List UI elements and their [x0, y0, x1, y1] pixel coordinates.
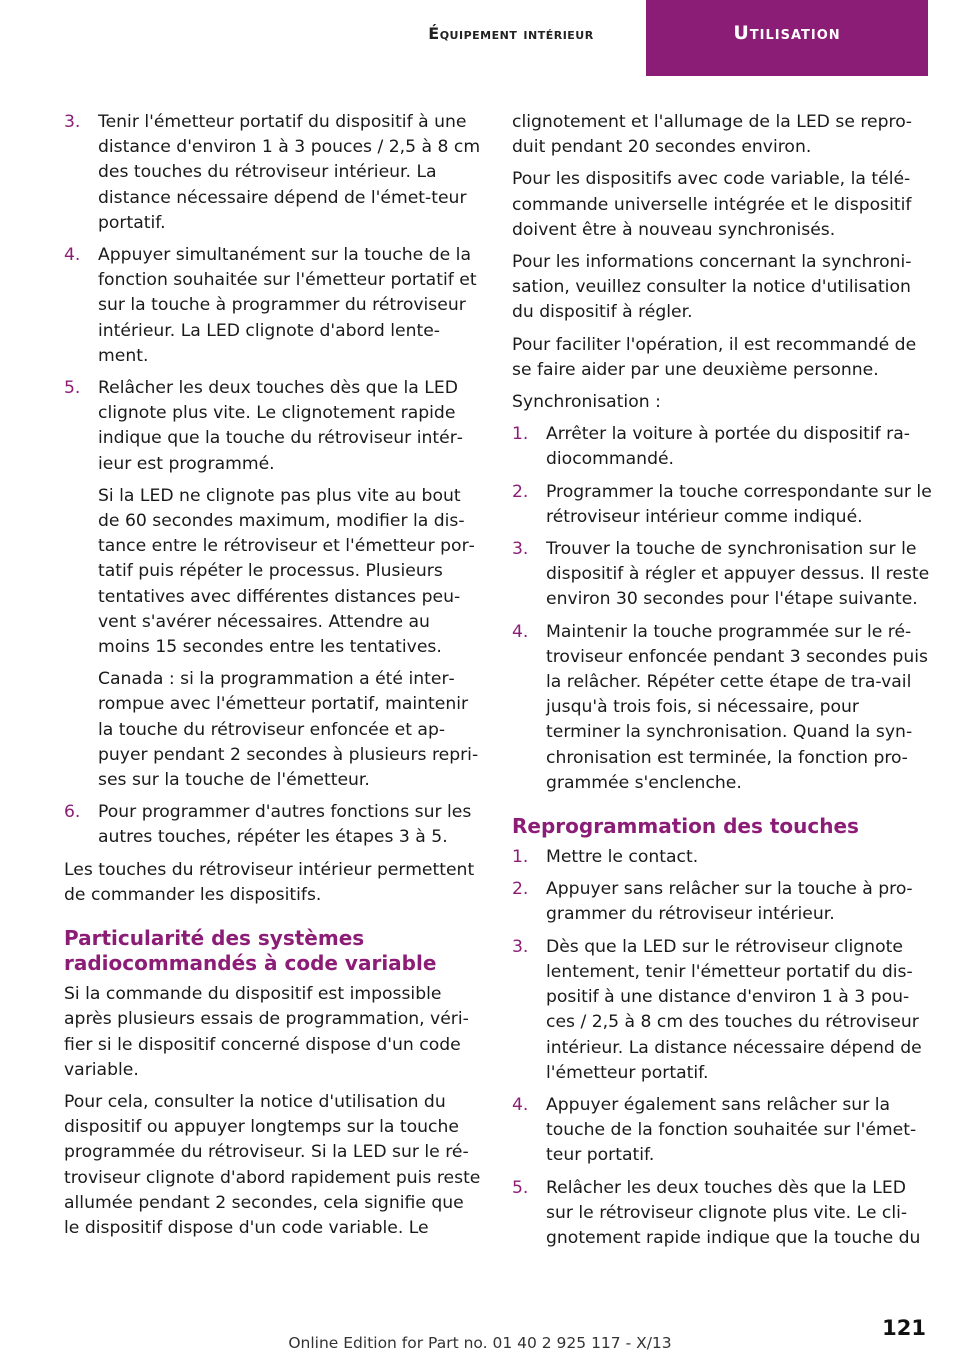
- step-text: Pour programmer d'autres fonctions sur les autres touches, répéter les étapes 3 à 5.: [98, 802, 472, 848]
- step-text: Appuyer également sans relâcher sur la touche de la fonction souhaitée sur l'émet‐teur portatif.: [546, 1094, 917, 1166]
- body-paragraph: clignotement et l'allumage de la LED se repro‐duit pendant 20 secondes environ.: [512, 112, 912, 158]
- body-paragraph: Pour cela, consulter la notice d'utilisation du dispositif ou appuyer longtemps sur la touche programmée du rétroviseur. Si la LED sur le ré‐troviseur clignote d'abord rapidement puis reste allumée pendant 2 secondes, cela signifie que le dispositif dispose d'un code variable. Le: [64, 1091, 481, 1238]
- step-number: 3.: [64, 112, 81, 132]
- list-item: [512, 537, 932, 613]
- step-number: 3.: [512, 936, 529, 957]
- sync-steps: [512, 422, 932, 796]
- section-heading: Reprogrammation des touches: [512, 814, 859, 839]
- step-text: Dès que la LED sur le rétroviseur clignote lentement, tenir l'émetteur portatif du dis‐positif à une distance d'environ 1 à 3 pou‐ces / 2,5 à 8 cm des touches du rétroviseur intérieur. La distance nécessaire dépend de l'émetteur portatif.: [546, 936, 922, 1083]
- list-item: [64, 376, 482, 793]
- page-number: 121: [882, 1316, 926, 1340]
- body-paragraph: Si la commande du dispositif est impossible après plusieurs essais de programmation, véri‐fier si le dispositif concerné dispose d'un code variable.: [64, 984, 469, 1080]
- body-paragraph: Pour faciliter l'opération, il est recommandé de se faire aider par une deuxième personne.: [512, 334, 917, 380]
- step-text: Appuyer simultanément sur la touche de la fonction souhaitée sur l'émetteur portatif et sur la touche à programmer du rétroviseur intérieur. La LED clignote d'abord lente‐ment.: [98, 245, 477, 366]
- step-number: 2.: [512, 879, 529, 900]
- step-text: Mettre le contact.: [546, 847, 699, 868]
- step-text: Arrêter la voiture à portée du dispositif ra‐diocommandé.: [546, 424, 910, 470]
- pairing-steps: [64, 110, 482, 851]
- list-item: [512, 1093, 932, 1169]
- section-heading: Particularité des systèmes radiocommandés à code variable: [64, 926, 437, 976]
- body-paragraph: Pour les informations concernant la synchroni‐sation, veuillez consulter la notice d'utilisation du dispositif à régler.: [512, 252, 912, 323]
- chapter-tab: [646, 0, 928, 76]
- list-item: [512, 845, 932, 870]
- step-text: Relâcher les deux touches dès que la LED sur le rétroviseur clignote plus vite. Le cli‐gnotement rapide indique que la touche du: [546, 1177, 921, 1248]
- step-number: 4.: [64, 245, 81, 266]
- step-text: Relâcher les deux touches dès que la LED clignote plus vite. Le clignotement rapide indique que la touche du rétroviseur intér‐ieur est programmé.: [98, 378, 463, 474]
- list-item: [64, 110, 482, 236]
- list-item: [512, 422, 932, 472]
- step-number: 6.: [64, 802, 81, 823]
- step-text: Maintenir la touche programmée sur le ré‐troviseur enfoncée pendant 3 secondes puis la relâcher. Répéter cette étape de tra‐vail jusqu'à trois fois, si nécessaire, pour terminer la synchronisation. Quand la syn‐chronisation est terminée, la fonction pro‐grammée s'enclenche.: [546, 621, 928, 793]
- list-item: [512, 1176, 932, 1252]
- step-text: Si la LED ne clignote pas plus vite au bout de 60 secondes maximum, modifier la dis‐tance entre le rétroviseur et l'émetteur por‐tatif puis répéter le processus. Plusieurs tentatives avec différentes distances peu‐vent s'avérer nécessaires. Attendre au moins 15 secondes entre les tentatives.: [98, 485, 475, 658]
- step-text: Trouver la touche de synchronisation sur le dispositif à régler et appuyer dessus. Il reste environ 30 secondes pour l'étape suivante.: [546, 539, 930, 610]
- list-item: [64, 243, 482, 369]
- step-number: 5.: [512, 1177, 529, 1198]
- right-column: [512, 110, 932, 1258]
- footer-edition: Online Edition for Part no. 01 40 2 925 117 - X/13: [288, 1334, 672, 1352]
- step-number: 4.: [512, 621, 529, 642]
- step-number: 3.: [512, 539, 529, 560]
- section-title: Équipement intérieur: [428, 24, 594, 43]
- list-item: [512, 935, 932, 1086]
- list-item: [512, 877, 932, 927]
- step-text: Canada : si la programmation a été inter‐rompue avec l'émetteur portatif, maintenir la touche du rétroviseur enfoncée et ap‐puyer pendant 2 secondes à plusieurs repri‐ses sur la touche de l'émetteur.: [98, 669, 479, 791]
- step-text: Appuyer sans relâcher sur la touche à pro‐grammer du rétroviseur intérieur.: [546, 879, 913, 925]
- list-item: [64, 800, 482, 850]
- list-item: [512, 480, 932, 530]
- step-number: 4.: [512, 1094, 529, 1115]
- chapter-tab-label: Utilisation: [668, 0, 906, 52]
- step-text: Programmer la touche correspondante sur le rétroviseur intérieur comme indiqué.: [546, 481, 932, 527]
- step-number: 5.: [64, 378, 81, 399]
- reprogram-steps: [512, 845, 932, 1251]
- body-paragraph: Les touches du rétroviseur intérieur permettent de commander les dispositifs.: [64, 859, 475, 905]
- step-number: 1.: [512, 847, 529, 868]
- left-column: [64, 110, 482, 1248]
- body-paragraph: Pour les dispositifs avec code variable, la télé‐commande universelle intégrée et le dispositif doivent être à nouveau synchronisés.: [512, 169, 912, 240]
- step-number: 2.: [512, 481, 529, 502]
- step-text: Tenir l'émetteur portatif du dispositif à une distance d'environ 1 à 3 pouces / 2,5 à 8 cm des touches du rétroviseur intérieur. La distance nécessaire dépend de l'émet‐teur portatif.: [98, 112, 481, 233]
- body-paragraph: Synchronisation :: [512, 392, 661, 413]
- list-item: [512, 620, 932, 796]
- step-number: 1.: [512, 424, 529, 445]
